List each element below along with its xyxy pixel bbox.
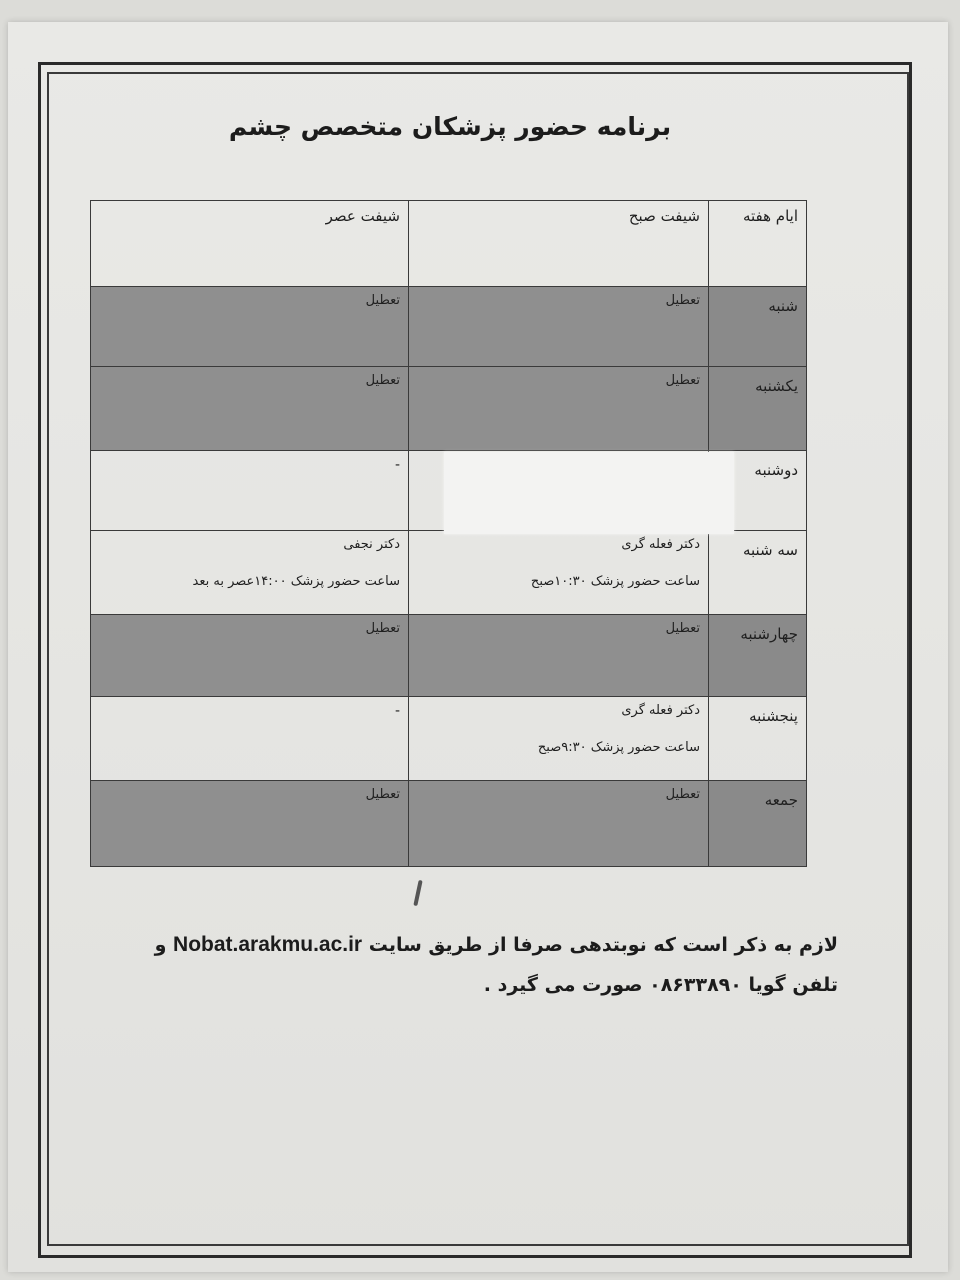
morning-thursday-hours: ساعت حضور پزشک ۹:۳۰صبح [537,740,700,755]
evening-tuesday [91,531,409,615]
morning-wednesday: تعطیل [409,615,709,697]
day-tuesday: سه شنبه [709,531,807,615]
page-title: برنامه حضور پزشکان متخصص چشم [228,112,672,141]
evening-thursday [91,697,409,781]
day-sunday: یکشنبه [709,367,807,451]
morning-tuesday-doctor: دکتر فعله گری [621,537,700,552]
header-days: ایام هفته [709,201,807,287]
morning-thursday-doctor: دکتر فعله گری [621,703,700,718]
table-row [91,615,807,697]
morning-saturday: تعطیل [409,287,709,367]
evening-thursday-dash: - [394,703,400,719]
evening-tuesday-hours: ساعت حضور پزشک ۱۴:۰۰عصر به بعد [192,574,400,589]
evening-wednesday: تعطیل [91,615,409,697]
note-line-2: تلفن گویا ۰۸۶۳۳۸۹۰ صورت می گیرد . [483,974,838,996]
evening-sunday: تعطیل [91,367,409,451]
table-header-row [91,201,807,287]
note-line-1 [118,925,838,965]
morning-sunday: تعطیل [409,367,709,451]
day-thursday: پنجشنبه [709,697,807,781]
table-row [91,287,807,367]
table-row [91,697,807,781]
appointment-note [118,925,838,1005]
evening-saturday: تعطیل [91,287,409,367]
evening-friday: تعطیل [91,781,409,867]
table-row [91,367,807,451]
header-evening-shift: شیفت عصر [91,201,409,287]
table-row [91,531,807,615]
morning-tuesday-hours: ساعت حضور پزشک ۱۰:۳۰صبح [530,574,700,589]
evening-tuesday-doctor: دکتر نجفی [343,537,400,552]
day-wednesday: چهارشنبه [709,615,807,697]
morning-tuesday [409,531,709,615]
note-prefix: لازم به ذکر است که نوبتدهی صرفا از طریق سایت [368,934,838,956]
evening-monday-dash: - [394,457,400,473]
day-friday: جمعه [709,781,807,867]
evening-monday [91,451,409,531]
table-row [91,781,807,867]
morning-thursday [409,697,709,781]
booking-site-link[interactable]: Nobat.arakmu.ac.ir [173,933,363,956]
note-suffix: و [154,934,167,956]
morning-friday: تعطیل [409,781,709,867]
day-saturday: شنبه [709,287,807,367]
day-monday: دوشنبه [709,451,807,531]
redacted-area [444,452,734,534]
header-morning-shift: شیفت صبح [409,201,709,287]
